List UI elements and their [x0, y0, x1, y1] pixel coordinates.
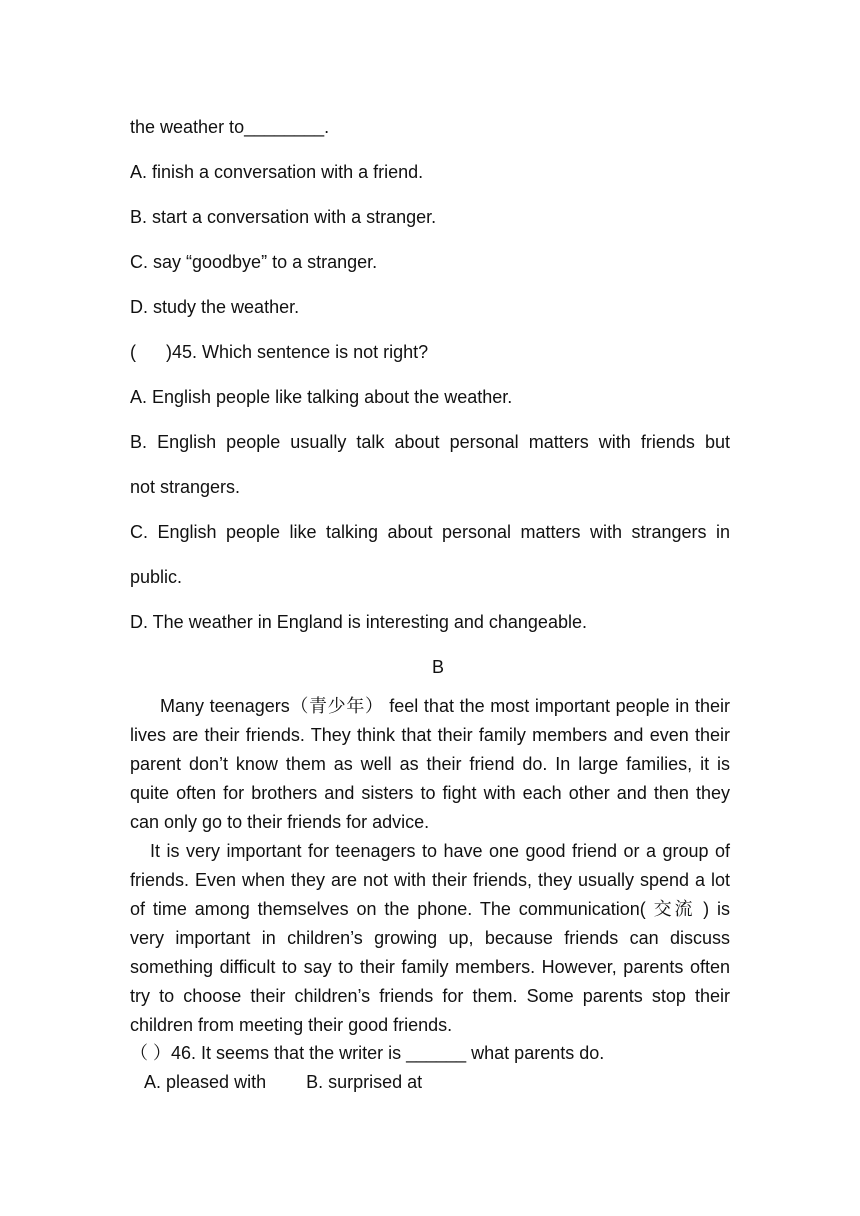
q46-stem: （ ）46. It seems that the writer is ______ what parents do. — [130, 1043, 605, 1063]
q44-option-c: C. say “goodbye” to a stranger. — [130, 252, 378, 272]
q45-option-c-line2: public. — [130, 567, 183, 587]
q44-option-a: A. finish a conversation with a friend. — [130, 162, 424, 182]
q45-option-c-line1: C. English people like talking about personal matters with strangers in — [130, 522, 730, 542]
q44-option-d: D. study the weather. — [130, 297, 300, 317]
q45-option-b-line2: not strangers. — [130, 477, 241, 497]
q44-option-b: B. start a conversation with a stranger. — [130, 207, 437, 227]
q45-option-a: A. English people like talking about the weather. — [130, 387, 513, 407]
q46-options: A. pleased with B. surprised at — [130, 1072, 423, 1092]
q45-option-b-line1: B. English people usually talk about personal matters with friends but — [130, 432, 730, 452]
q44-stem-tail: the weather to________. — [130, 117, 330, 137]
q45-option-d: D. The weather in England is interesting and changeable. — [130, 612, 587, 632]
section-heading: B — [431, 657, 444, 677]
q45-stem: ( )45. Which sentence is not right? — [130, 342, 429, 362]
passage-b — [130, 692, 730, 1040]
passage-paragraph-1: Many teenagers（青少年） feel that the most important people in their lives are their friends. They think that their family members and even their parent don’t know them as well as their friend do. In large families, it is quite often for brothers and sisters to fight with each other and then they can only go to their friends for advice. — [130, 696, 730, 832]
passage-paragraph-2: It is very important for teenagers to have one good friend or a group of friends. Even when they are not with their friends, they usually spend a lot of time among themselves on the phone. The communication( 交流 ) is very important in children’s growing up, because friends can discuss something difficult to say to their family members. However, parents often try to choose their children’s friends for them. Some parents stop their children from meeting their good friends. — [130, 841, 730, 1035]
